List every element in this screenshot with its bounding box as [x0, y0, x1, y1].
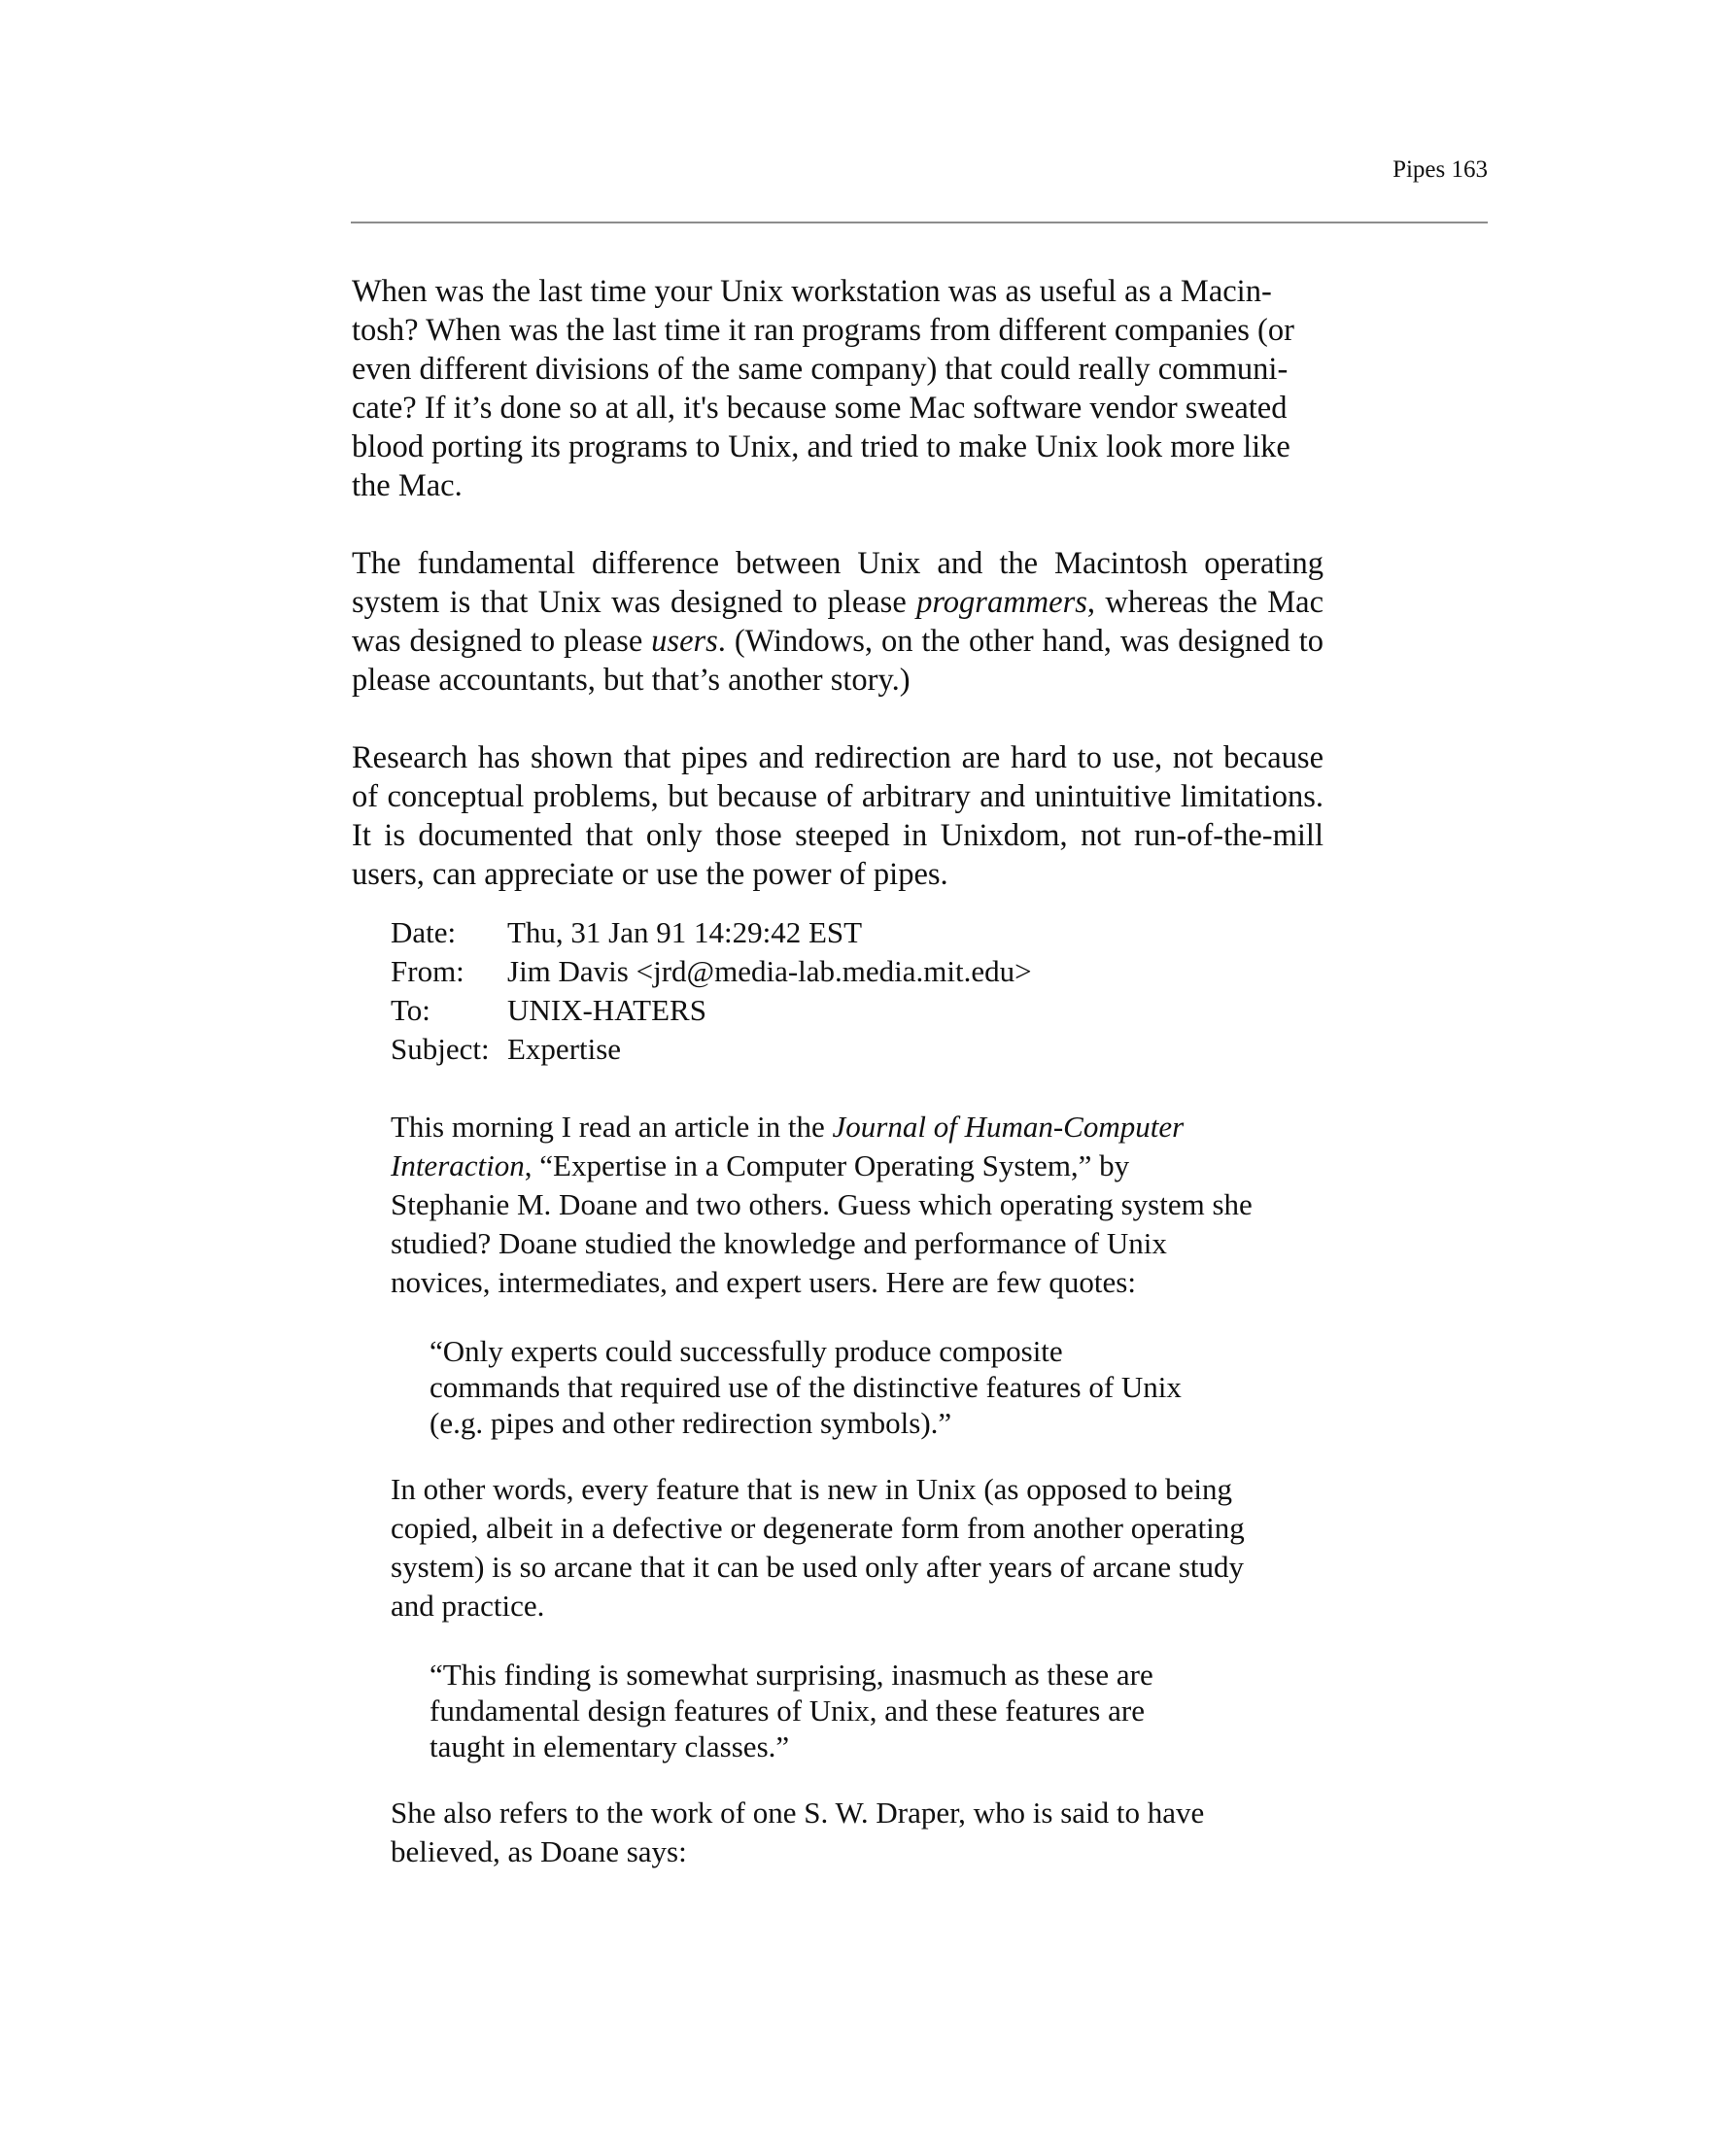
para2-text: The fundamental difference between Unix and the Macintosh operating system is that Unix was designed to please: [352, 546, 1324, 620]
email-header-from: [391, 952, 1294, 991]
header-value: Expertise: [507, 1032, 622, 1066]
para1-line: even different divisions of the same company) that could really communi-: [352, 352, 1289, 387]
email-header-to: [391, 991, 1294, 1030]
header-rule: [351, 222, 1488, 223]
header-label: To:: [391, 993, 430, 1027]
quote-line: taught in elementary classes.”: [430, 1729, 790, 1763]
intro-text: , “Expertise in a Computer Operating System,” by Stephanie M. Doane and two others. Guess which operating system she studied? Doane studied the knowledge and performance of Unix novices, intermediates, and expert users. Here are few quotes:: [391, 1148, 1253, 1299]
paragraph-macintosh: [352, 272, 1324, 505]
quote-line: (e.g. pipes and other redirection symbols).”: [430, 1406, 952, 1440]
header-label: Date:: [391, 915, 457, 949]
block-quote-1: [430, 1333, 1294, 1441]
para2-text: , whereas the Mac was designed to please: [352, 585, 1324, 659]
para1-line: tosh? When was the last time it ran programs from different companies (or: [352, 313, 1294, 348]
running-head-section: Pipes: [1392, 156, 1446, 183]
page-number: 163: [1451, 156, 1488, 183]
email-closing: She also refers to the work of one S. W. Draper, who is said to have believed, as Doane says:: [391, 1796, 1205, 1868]
header-value: Thu, 31 Jan 91 14:29:42 EST: [507, 915, 863, 949]
para2-text: . (Windows, on the other hand, was designed to please accountants, but that’s another story.): [352, 624, 1324, 698]
email-intro: [391, 1108, 1255, 1302]
header-label: Subject:: [391, 1032, 490, 1066]
quote-line: commands that required use of the distinctive features of Unix: [430, 1370, 1182, 1404]
paragraph-fundamental-difference: [352, 544, 1324, 700]
emphasis-programmers: programmers: [916, 585, 1087, 620]
quote-line: “This finding is somewhat surprising, inasmuch as these are: [430, 1658, 1153, 1692]
block-quote-2: [430, 1657, 1294, 1764]
journal-title: Journal of Human-Computer Interaction: [391, 1110, 1185, 1182]
quote-line: fundamental design features of Unix, and these features are: [430, 1694, 1145, 1728]
email-header-subject: [391, 1030, 1294, 1069]
body-text: [352, 272, 1324, 894]
header-value: UNIX-HATERS: [507, 993, 706, 1027]
running-head: [1392, 155, 1488, 185]
email-header-date: [391, 913, 1294, 952]
paragraph-research: Research has shown that pipes and redirection are hard to use, not because of conceptual problems, but because of arbitrary and unintuitive limitations. It is documented that only those steeped in Unixdom, not run-of-the-mill users, can appreciate or use the power of pipes.: [352, 740, 1324, 892]
para1-line: the Mac.: [352, 468, 463, 503]
para1-line: blood porting its programs to Unix, and tried to make Unix look more like: [352, 429, 1290, 464]
email-comment: In other words, every feature that is new in Unix (as opposed to being copied, albeit in a defective or degenerate form from another operating system) is so arcane that it can be used only after years of arcane study and practice.: [391, 1472, 1245, 1623]
para1-line: cate? If it’s done so at all, it's because some Mac software vendor sweated: [352, 391, 1288, 426]
header-value: Jim Davis <jrd@media-lab.media.mit.edu>: [507, 954, 1032, 988]
emphasis-users: users: [651, 624, 718, 659]
quote-line: “Only experts could successfully produce composite: [430, 1334, 1063, 1368]
header-label: From:: [391, 954, 464, 988]
intro-text: This morning I read an article in the: [391, 1110, 833, 1144]
para1-line: When was the last time your Unix workstation was as useful as a Macin-: [352, 274, 1272, 309]
email-headers: [391, 913, 1294, 1069]
email-message: [391, 913, 1294, 1871]
